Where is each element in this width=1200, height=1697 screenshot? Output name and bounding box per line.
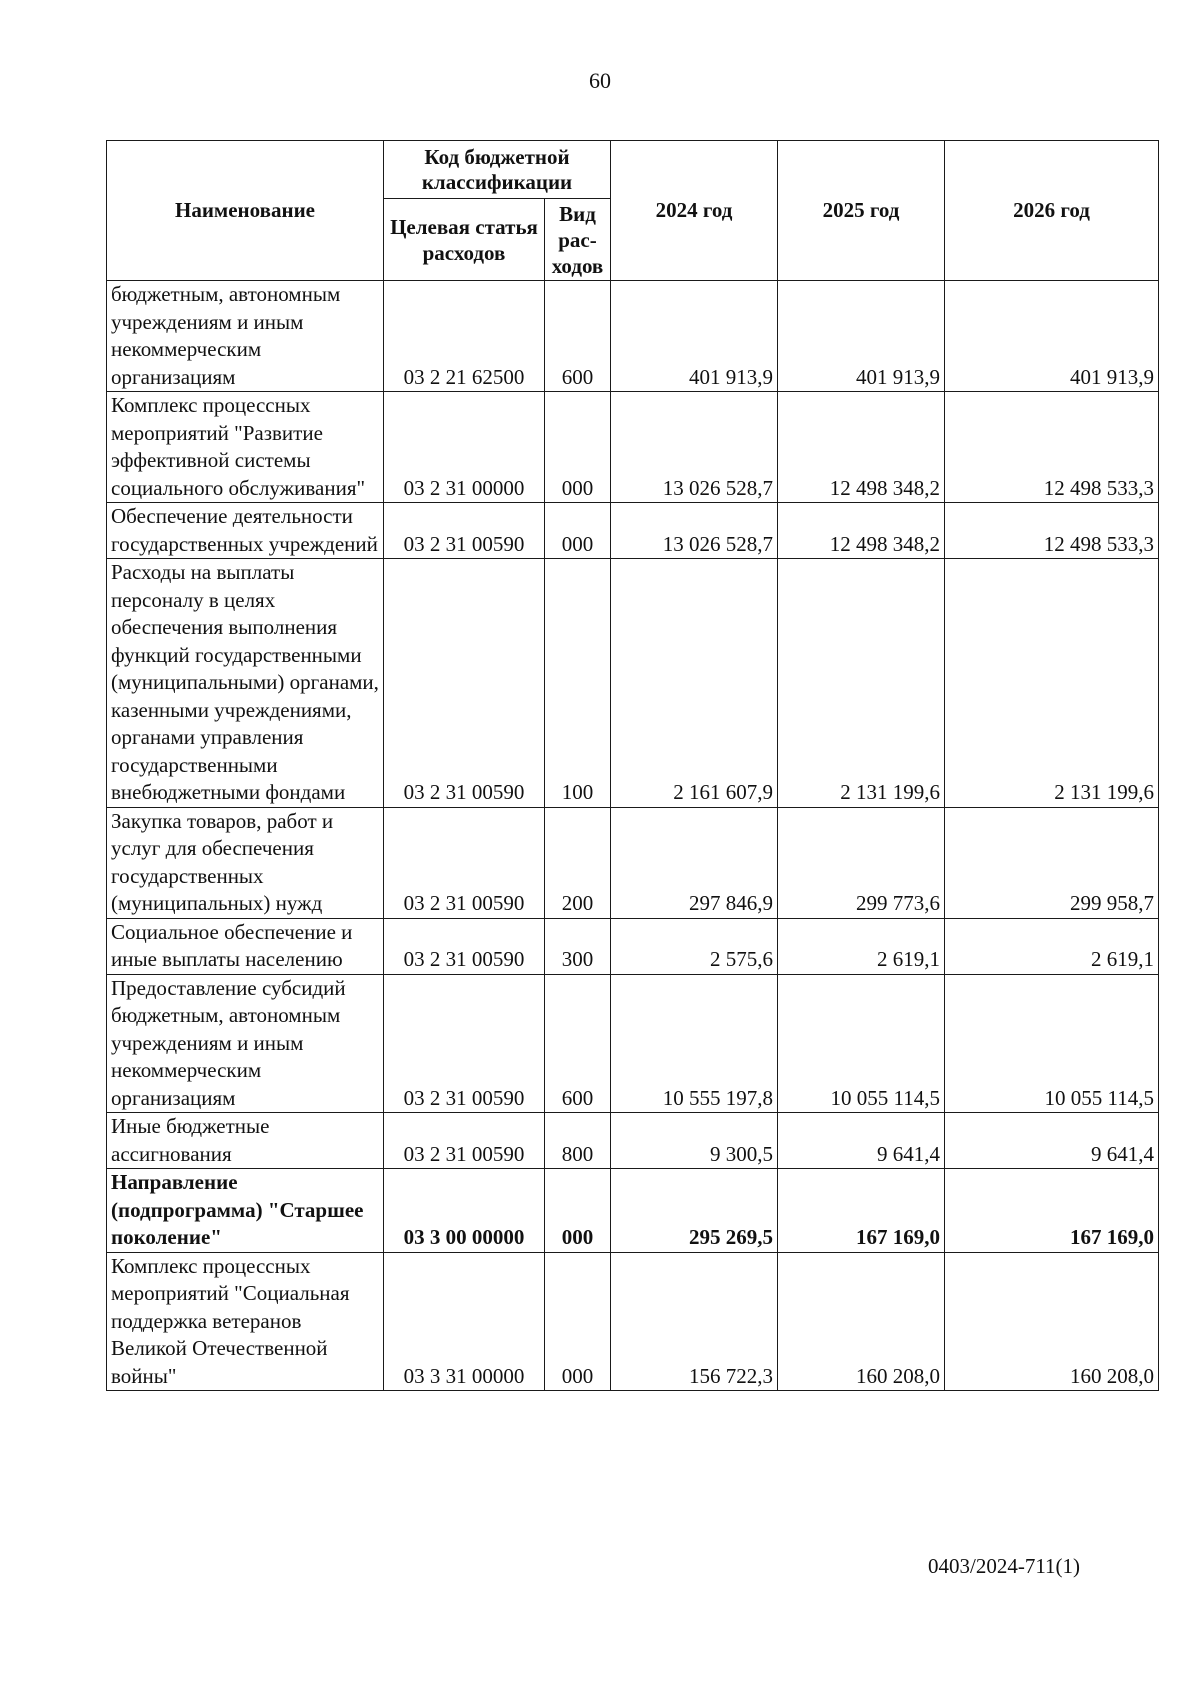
cell-target-article: 03 2 31 00590 xyxy=(384,918,545,974)
cell-2026: 401 913,9 xyxy=(945,281,1159,392)
table-row xyxy=(107,559,1159,808)
cell-name: Направление (подпрограмма) "Старшее поколение" xyxy=(107,1169,384,1253)
cell-expense-type: 000 xyxy=(545,392,611,503)
cell-2026: 2 619,1 xyxy=(945,918,1159,974)
cell-expense-type: 600 xyxy=(545,974,611,1113)
header-target-article: Целевая статья расходов xyxy=(384,199,545,281)
header-name: Наименование xyxy=(107,141,384,281)
cell-target-article: 03 2 31 00590 xyxy=(384,1113,545,1169)
cell-name: бюджетным, автономным учреждениям и иным некоммерческим организациям xyxy=(107,281,384,392)
table-body xyxy=(107,281,1159,1391)
cell-2024: 2 161 607,9 xyxy=(611,559,778,808)
cell-2025: 12 498 348,2 xyxy=(778,503,945,559)
cell-name: Социальное обеспечение и иные выплаты населению xyxy=(107,918,384,974)
cell-target-article: 03 2 31 00590 xyxy=(384,559,545,808)
cell-2026: 9 641,4 xyxy=(945,1113,1159,1169)
table-row xyxy=(107,1113,1159,1169)
cell-2025: 9 641,4 xyxy=(778,1113,945,1169)
cell-2025: 2 619,1 xyxy=(778,918,945,974)
table-row xyxy=(107,281,1159,392)
cell-2025: 167 169,0 xyxy=(778,1169,945,1253)
cell-name: Комплекс процессных мероприятий "Социальная поддержка ветеранов Великой Отечественной войны" xyxy=(107,1252,384,1391)
cell-target-article: 03 3 31 00000 xyxy=(384,1252,545,1391)
table-row xyxy=(107,974,1159,1113)
cell-2025: 299 773,6 xyxy=(778,807,945,918)
table-row xyxy=(107,918,1159,974)
cell-2024: 9 300,5 xyxy=(611,1113,778,1169)
cell-target-article: 03 3 00 00000 xyxy=(384,1169,545,1253)
header-budget-code: Код бюджетной классификации xyxy=(384,141,611,199)
cell-2026: 10 055 114,5 xyxy=(945,974,1159,1113)
header-2025: 2025 год xyxy=(778,141,945,281)
cell-name: Расходы на выплаты персоналу в целях обеспечения выполнения функций государственными (муниципальными) органами, казенными учреждениями, органами управления государственными внебюджетными фондами xyxy=(107,559,384,808)
page-number: 60 xyxy=(589,68,611,93)
cell-2024: 295 269,5 xyxy=(611,1169,778,1253)
cell-2026: 167 169,0 xyxy=(945,1169,1159,1253)
cell-expense-type: 200 xyxy=(545,807,611,918)
cell-name: Комплекс процессных мероприятий "Развитие эффективной системы социального обслуживания" xyxy=(107,392,384,503)
table-row xyxy=(107,1252,1159,1391)
cell-target-article: 03 2 21 62500 xyxy=(384,281,545,392)
cell-2026: 160 208,0 xyxy=(945,1252,1159,1391)
cell-name: Иные бюджетные ассигнования xyxy=(107,1113,384,1169)
cell-expense-type: 800 xyxy=(545,1113,611,1169)
cell-2025: 10 055 114,5 xyxy=(778,974,945,1113)
cell-2024: 13 026 528,7 xyxy=(611,503,778,559)
cell-target-article: 03 2 31 00590 xyxy=(384,807,545,918)
table-row xyxy=(107,1169,1159,1253)
cell-name: Предоставление субсидий бюджетным, автономным учреждениям и иным некоммерческим организациям xyxy=(107,974,384,1113)
cell-2024: 2 575,6 xyxy=(611,918,778,974)
header-2026: 2026 год xyxy=(945,141,1159,281)
cell-2026: 2 131 199,6 xyxy=(945,559,1159,808)
table-row xyxy=(107,807,1159,918)
cell-2024: 156 722,3 xyxy=(611,1252,778,1391)
cell-expense-type: 000 xyxy=(545,1252,611,1391)
cell-2026: 299 958,7 xyxy=(945,807,1159,918)
cell-2024: 297 846,9 xyxy=(611,807,778,918)
header-expense-type: Вид рас-ходов xyxy=(545,199,611,281)
document-code: 0403/2024-711(1) xyxy=(928,1554,1081,1578)
cell-target-article: 03 2 31 00590 xyxy=(384,503,545,559)
cell-name: Обеспечение деятельности государственных учреждений xyxy=(107,503,384,559)
cell-2024: 13 026 528,7 xyxy=(611,392,778,503)
table-row xyxy=(107,503,1159,559)
cell-expense-type: 000 xyxy=(545,503,611,559)
cell-2024: 401 913,9 xyxy=(611,281,778,392)
cell-expense-type: 100 xyxy=(545,559,611,808)
cell-2025: 2 131 199,6 xyxy=(778,559,945,808)
cell-2026: 12 498 533,3 xyxy=(945,503,1159,559)
cell-2025: 401 913,9 xyxy=(778,281,945,392)
cell-2025: 12 498 348,2 xyxy=(778,392,945,503)
budget-table xyxy=(106,140,1159,1391)
cell-2026: 12 498 533,3 xyxy=(945,392,1159,503)
cell-name: Закупка товаров, работ и услуг для обеспечения государственных (муниципальных) нужд xyxy=(107,807,384,918)
table-row xyxy=(107,392,1159,503)
cell-expense-type: 300 xyxy=(545,918,611,974)
cell-2024: 10 555 197,8 xyxy=(611,974,778,1113)
cell-2025: 160 208,0 xyxy=(778,1252,945,1391)
header-2024: 2024 год xyxy=(611,141,778,281)
cell-expense-type: 600 xyxy=(545,281,611,392)
cell-target-article: 03 2 31 00590 xyxy=(384,974,545,1113)
cell-expense-type: 000 xyxy=(545,1169,611,1253)
cell-target-article: 03 2 31 00000 xyxy=(384,392,545,503)
